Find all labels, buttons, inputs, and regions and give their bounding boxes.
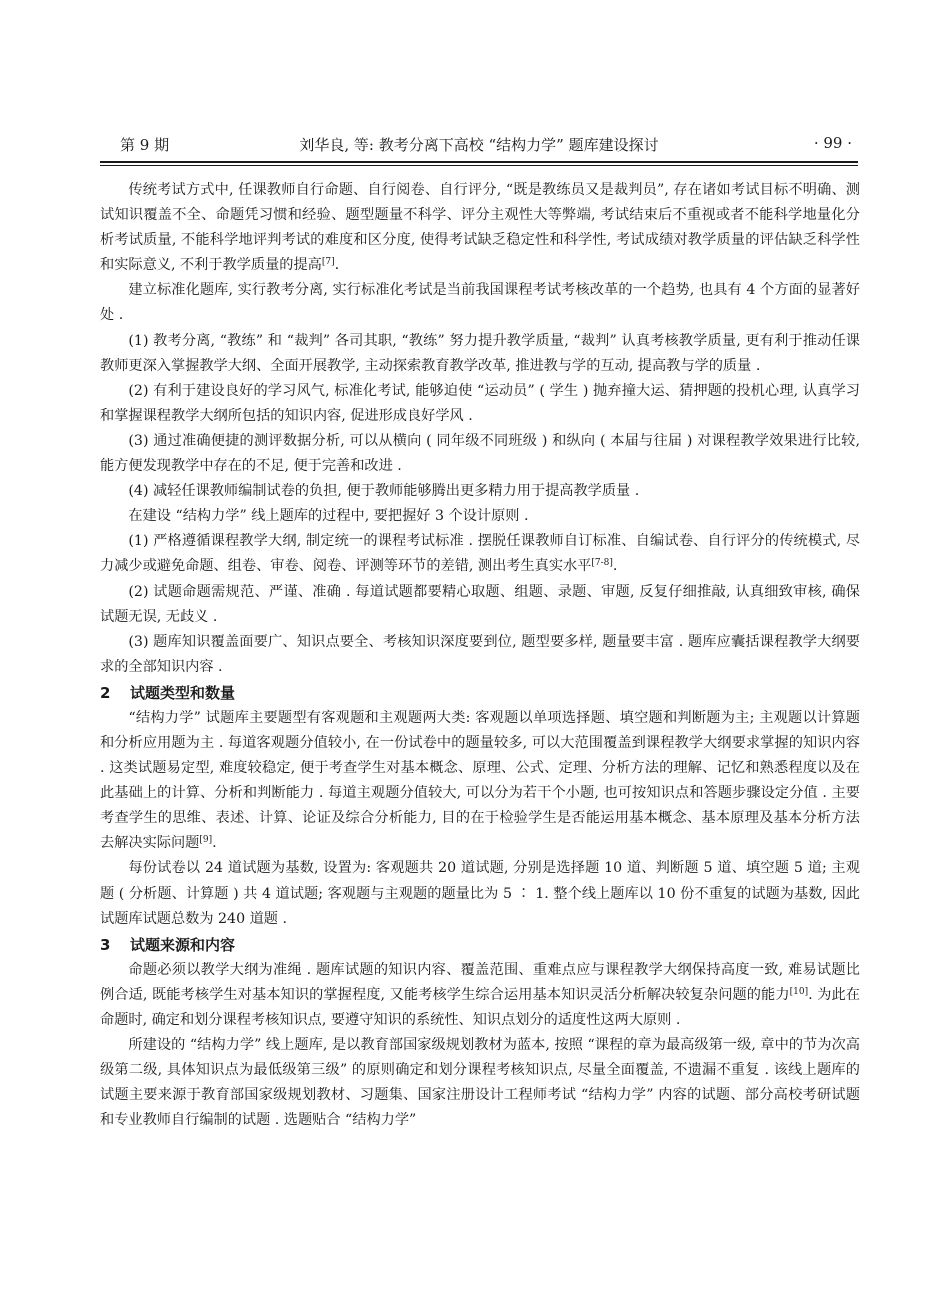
citation: [9] (199, 835, 213, 846)
paragraph: 每份试卷以 24 道试题为基数, 设置为: 客观题共 20 道试题, 分别是选择题 10 道、判断题 5 道、填空题 5 道; 主观题 ( 分析题、计算题 ) 共 4 道试题; 客观题与主观题的题量比为 5 ∶ 1. 整个线上题库以 10 份不重复的试题为基数, 因此试题库试题总数为 240 道题 . (100, 860, 860, 927)
section-title: 试题类型和数量 (130, 683, 236, 702)
article-body (100, 178, 860, 1133)
citation: [7] (321, 257, 335, 268)
citation: [7-8] (591, 558, 613, 569)
running-title: 刘华良, 等: 教考分离下高校 “结构力学” 题库建设探讨 (299, 136, 659, 154)
section-heading (100, 680, 860, 706)
paragraph: (1) 严格遵循课程教学大纲, 制定统一的课程考试标准 . 摆脱任课教师自订标准、自编试卷、自行评分的传统模式, 尽力减少或避免命题、组卷、审卷、阅卷、评测等环节的差错, 测出考生真实水平[7-8]. (100, 533, 860, 575)
section-number: 3 (100, 935, 111, 954)
paragraph: “结构力学” 试题库主要题型有客观题和主观题两大类: 客观题以单项选择题、填空题和判断题为主; 主观题以计算题和分析应用题为主 . 每道客观题分值较小, 在一份试卷中的题量较多, 可以大范围覆盖到课程教学大纲要求掌握的知识内容 . 这类试题易定型, 难度较稳定, 便于考查学生对基本概念、原理、公式、定理、分析方法的理解、记忆和熟悉程度以及在此基础上的计算、分析和判断能力 . 每道主观题分值较大, 可以分为若干个小题, 也可按知识点和答题步骤设定分值 . 主要考查学生的思维、表述、计算、论证及综合分析能力, 目的在于检验学生是否能运用基本概念、基本原理及基本分析方法去解决实际问题[9]. (100, 709, 860, 852)
section-number: 2 (100, 683, 111, 702)
paragraph: 传统考试方式中, 任课教师自行命题、自行阅卷、自行评分, “既是教练员又是裁判员”, 存在诸如考试目标不明确、测试知识覆盖不全、命题凭习惯和经验、题型题量不科学、评分主观性大等弊端, 考试结束后不重视或者不能科学地量化分析考试质量, 不能科学地评判考试的难度和区分度, 使得考试缺乏稳定性和科学性, 考试成绩对教学质量的评估缺乏科学性和实际意义, 不利于教学质量的提高[7]. (100, 182, 860, 274)
paragraph: 命题必须以教学大纲为准绳 . 题库试题的知识内容、覆盖范围、重难点应与课程教学大纲保持高度一致, 难易试题比例合适, 既能考核学生对基本知识的掌握程度, 又能考核学生综合运用基本知识灵活分析解决较复杂问题的能力[10]. 为此在命题时, 确定和划分课程考核知识点, 要遵守知识的系统性、知识点划分的适度性这两大原则 . (100, 961, 860, 1028)
paragraph: 建立标准化题库, 实行教考分离, 实行标准化考试是当前我国课程考试考核改革的一个趋势, 也具有 4 个方面的显著好处 . (100, 282, 860, 324)
paragraph: (2) 试题命题需规范、严谨、准确 . 每道试题都要精心取题、组题、录题、审题, 反复仔细推敲, 认真细致审核, 确保试题无误, 无歧义 . (100, 583, 860, 625)
paragraph: (2) 有利于建设良好的学习风气, 标准化考试, 能够迫使 “运动员” ( 学生 ) 抛弃撞大运、猜押题的投机心理, 认真学习和掌握课程教学大纲所包括的知识内容, 促进形成良好学风 . (100, 382, 860, 424)
page-number: · 99 · (813, 134, 852, 152)
running-header (100, 134, 858, 156)
paragraph: 所建设的 “结构力学” 线上题库, 是以教育部国家级规划教材为蓝本, 按照 “课程的章为最高级第一级, 章中的节为次高级第二级, 具体知识点为最低级第三级” 的原则确定和划分课程考核知识点, 尽量全面覆盖, 不遗漏不重复 . 该线上题库的试题主要来源于教育部国家级规划教材、习题集、国家注册设计工程师考试 “结构力学” 内容的试题、部分高校考研试题和专业教师自行编制的试题 . 选题贴合 “结构力学” (100, 1037, 860, 1129)
paragraph: (3) 题库知识覆盖面要广、知识点要全、考核知识深度要到位, 题型要多样, 题量要丰富 . 题库应囊括课程教学大纲要求的全部知识内容 . (100, 633, 860, 675)
citation: [10] (789, 986, 809, 997)
paragraph: (3) 通过准确便捷的测评数据分析, 可以从横向 ( 同年级不同班级 ) 和纵向 ( 本届与往届 ) 对课程教学效果进行比较, 能方便发现教学中存在的不足, 便于完善和改进 . (100, 432, 860, 475)
issue-number: 第 9 期 (120, 136, 170, 154)
header-rule-thick (100, 161, 858, 163)
paragraph: (1) 教考分离, “教练” 和 “裁判” 各司其职, “教练” 努力提升教学质量, “裁判” 认真考核教学质量, 更有利于推动任课教师更深入掌握教学大纲、全面开展教学, 主动探索教育教学改革, 推进教与学的互动, 提高教与学的质量 . (100, 332, 860, 374)
paragraph: 在建设 “结构力学” 线上题库的过程中, 要把握好 3 个设计原则 . (128, 508, 529, 525)
section-title: 试题来源和内容 (130, 935, 236, 954)
section-heading (100, 932, 860, 958)
paragraph: (4) 减轻任课教师编制试卷的负担, 便于教师能够腾出更多精力用于提高教学质量 . (128, 483, 640, 500)
header-rule-thin (100, 165, 858, 166)
